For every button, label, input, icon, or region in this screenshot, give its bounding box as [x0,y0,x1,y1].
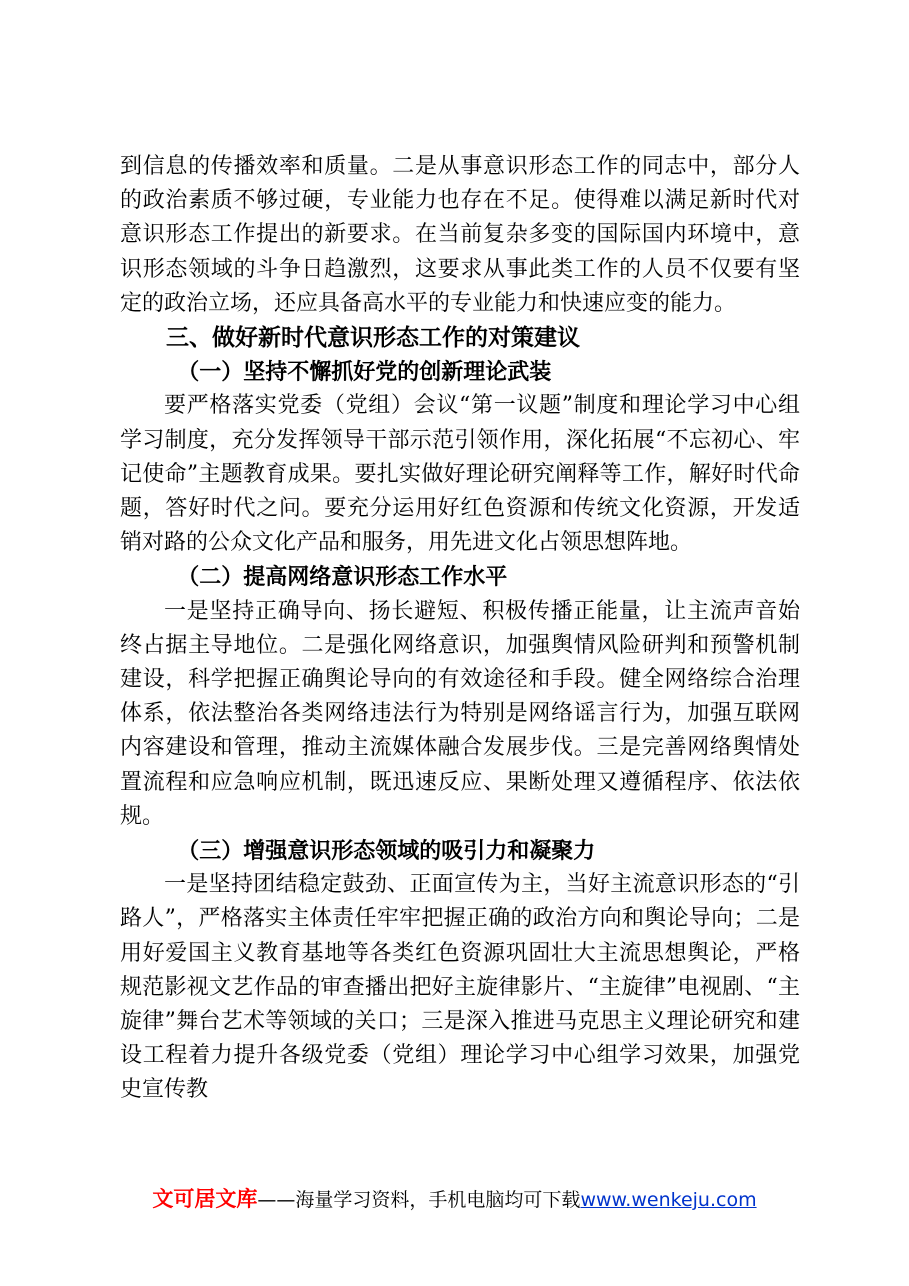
subsection-heading-2: （二）提高网络意识形态工作水平 [177,564,508,591]
subsection-heading-3: （三）增强意识形态领域的吸引力和凝聚力 [177,838,596,865]
subsection-heading-1: （一）坚持不懈抓好党的创新理论武装 [177,359,552,386]
footer-site-link[interactable]: www.wenkeju.com [580,1189,757,1211]
document-body [120,150,800,1108]
footer-tagline: ——海量学习资料，手机电脑均可下载 [257,1189,581,1211]
paragraph-2: 要严格落实党委（党组）会议“第一议题”制度和理论学习中心组学习制度，充分发挥领导干部示范引领作用，深化拓展“不忘初心、牢记使命”主题教育成果。要扎实做好理论研究阐释等工作，解好时代命题，答好时代之问。要充分运用好红色资源和传统文化资源，开发适销对路的公众文化产品和服务，用先进文化占领思想阵地。 [120,393,800,556]
footer-banner [0,1183,909,1213]
section-heading: 三、做好新时代意识形态工作的对策建议 [166,325,580,352]
paragraph-4: 一是坚持团结稳定鼓劲、正面宣传为主，当好主流意识形态的“引路人”，严格落实主体责任牢牢把握正确的政治方向和舆论导向；二是用好爱国主义教育基地等各类红色资源巩固壮大主流思想舆论，严格规范影视文艺作品的审查播出把好主旋律影片、“主旋律”电视剧、“主旋律”舞台艺术等领域的关口；三是深入推进马克思主义理论研究和建设工程着力提升各级党委（党组）理论学习中心组学习效果，加强党史宣传教 [120,872,800,1103]
footer-brand: 文可居文库 [152,1187,258,1211]
paragraph-3: 一是坚持正确导向、扬长避短、积极传播正能量，让主流声音始终占据主导地位。二是强化网络意识，加强舆情风险研判和预警机制建设，科学把握正确舆论导向的有效途径和手段。健全网络综合治理体系，依法整治各类网络违法行为特别是网络谣言行为，加强互联网内容建设和管理，推动主流媒体融合发展步伐。三是完善网络舆情处置流程和应急响应机制，既迅速反应、果断处理又遵循程序、依法依规。 [120,598,800,829]
paragraph-continued: 到信息的传播效率和质量。二是从事意识形态工作的同志中，部分人的政治素质不够过硬，专业能力也存在不足。使得难以满足新时代对意识形态工作提出的新要求。在当前复杂多变的国际国内环境中，意识形态领域的斗争日趋激烈，这要求从事此类工作的人员不仅要有坚定的政治立场，还应具备高水平的专业能力和快速应变的能力。 [120,154,800,316]
